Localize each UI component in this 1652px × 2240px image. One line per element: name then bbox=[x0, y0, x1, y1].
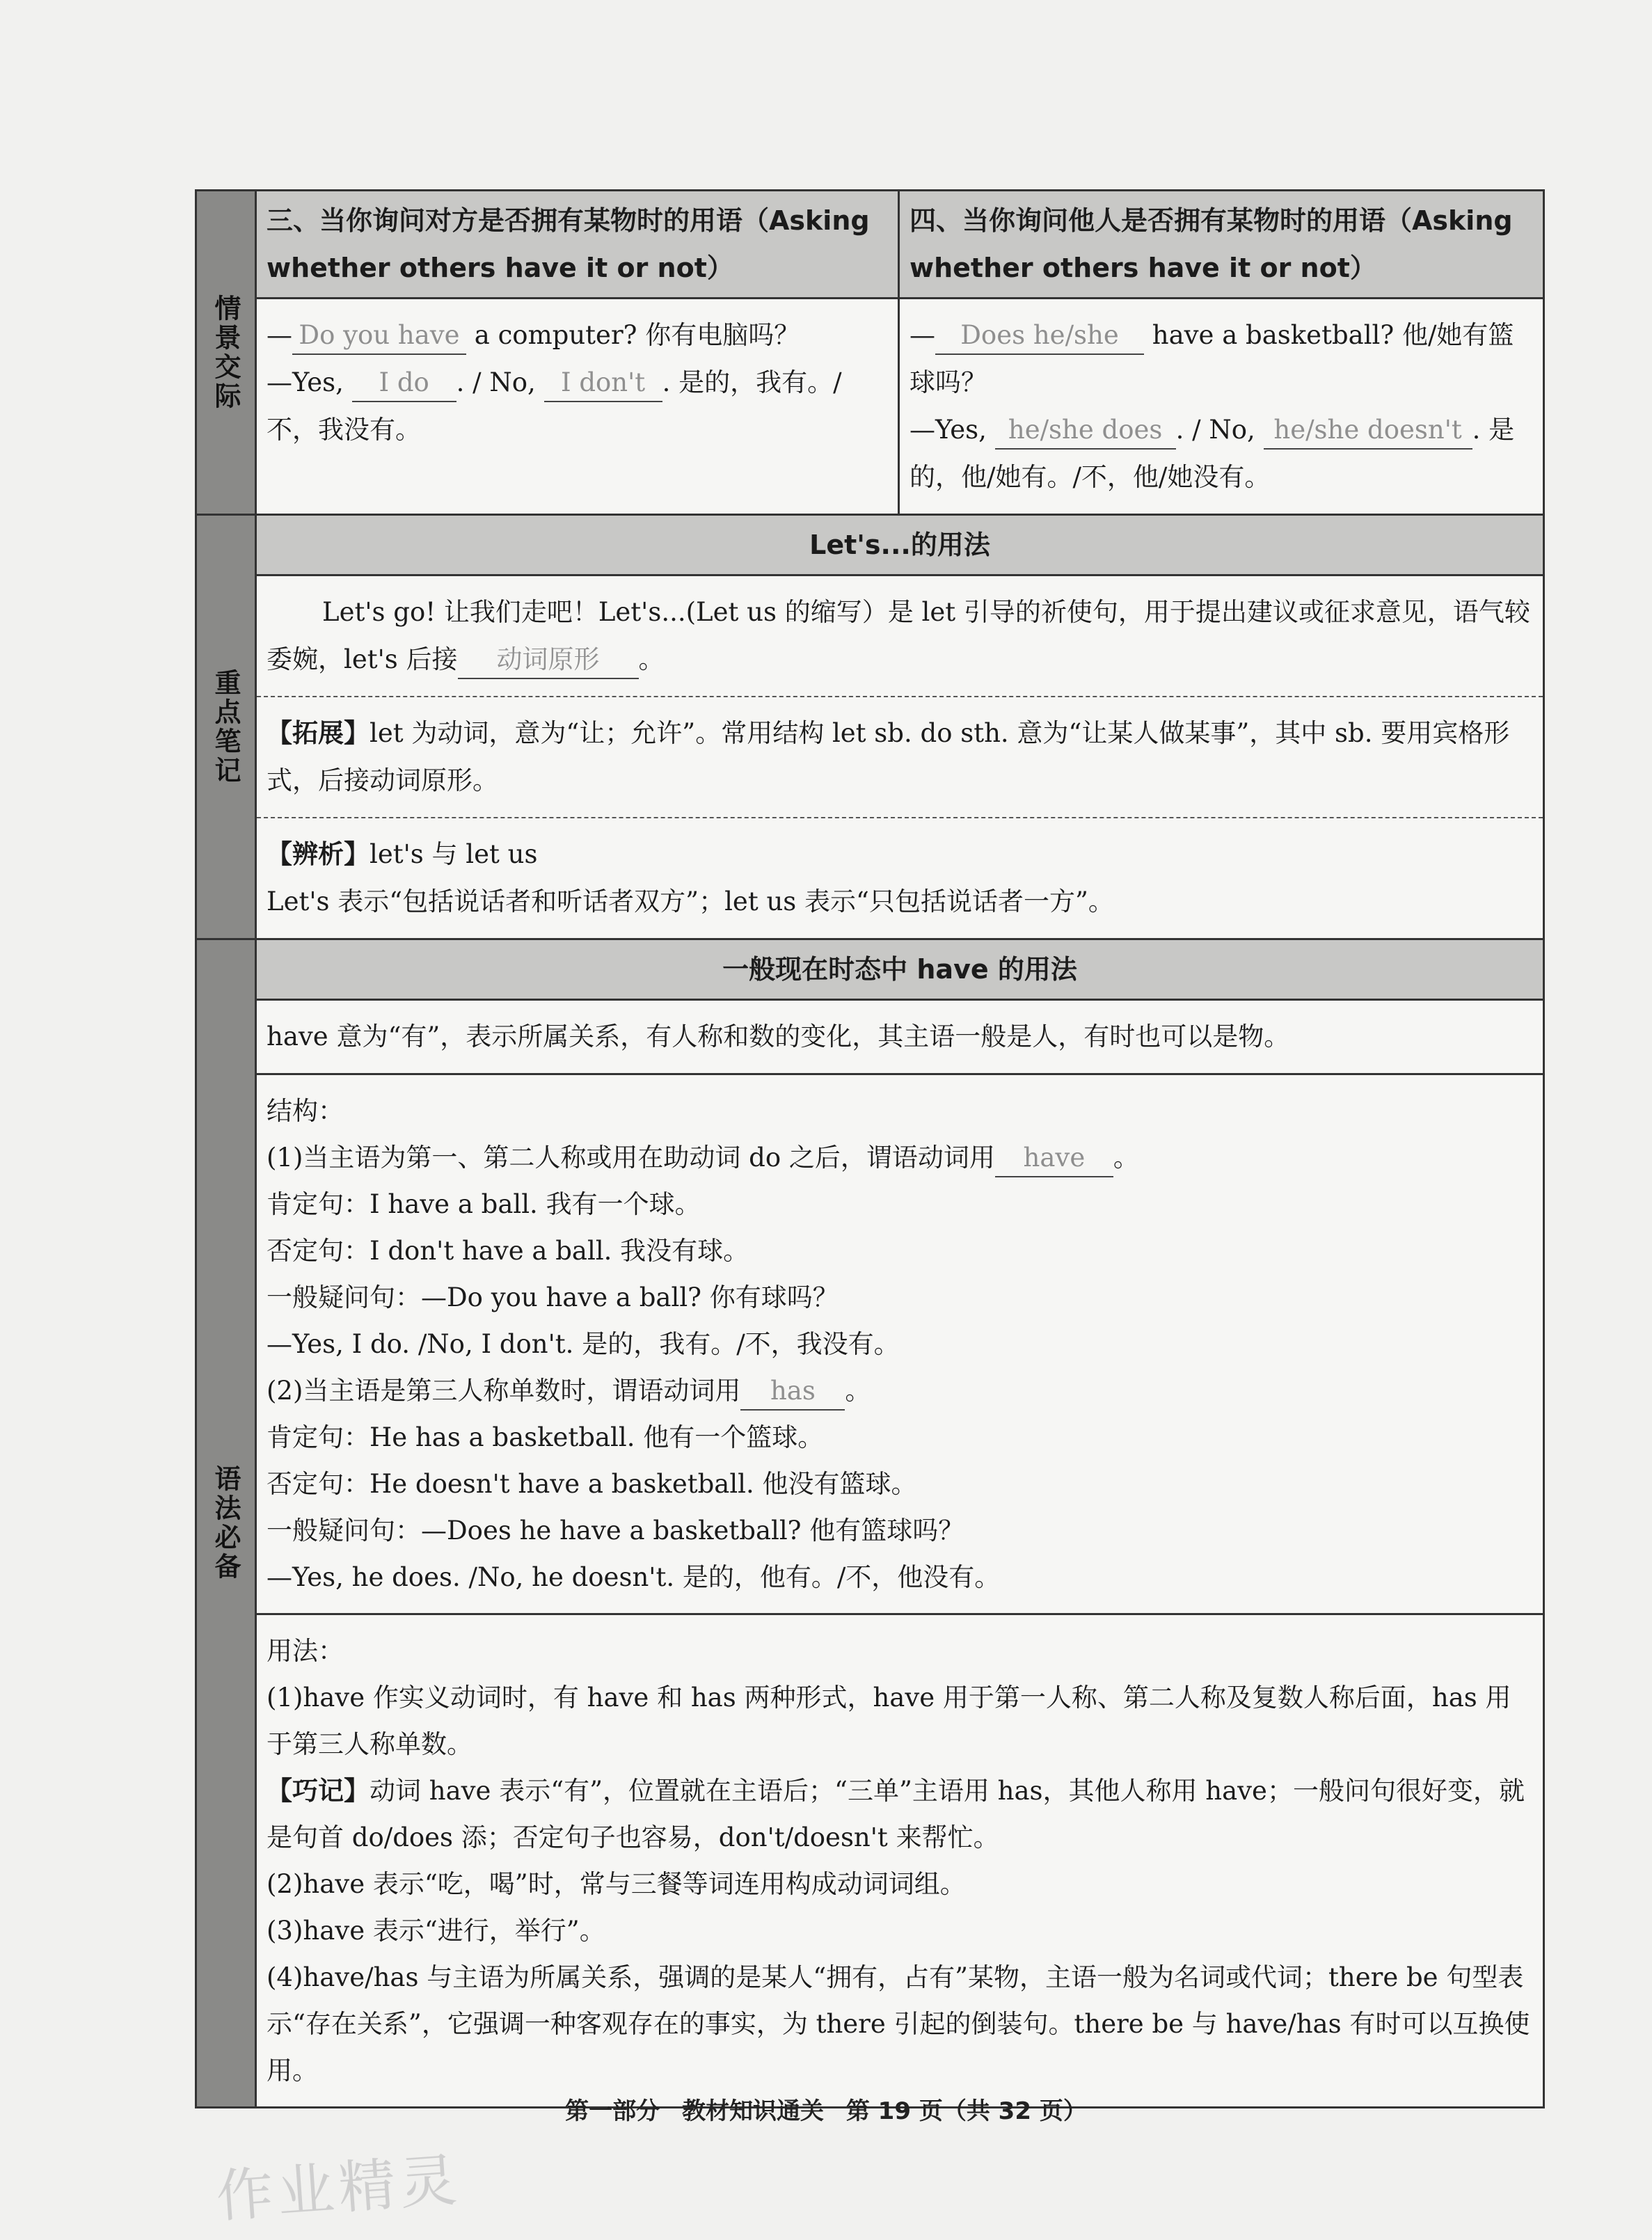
example-line: —Yes, I do. /No, I don't. 是的，我有。/不，我没有。 bbox=[267, 1329, 900, 1359]
extension-tag: 【拓展】 bbox=[267, 718, 370, 748]
footer-page: 第 19 页（共 32 页） bbox=[845, 2097, 1087, 2125]
comparison-title: let's 与 let us bbox=[370, 839, 538, 869]
example-line: 一般疑问句：—Do you have a ball? 你有球吗？ bbox=[267, 1282, 839, 1312]
answer-blank: have bbox=[995, 1140, 1113, 1177]
memory-text: 动词 have 表示“有”，位置就在主语后；“三单”主语用 has，其他人称用 have；一般问句很好变，就是句首 do/does 添；否定句子也容易，don't/doesn't 来帮忙。 bbox=[267, 1776, 1525, 1852]
dialog-text: . / No, bbox=[456, 367, 544, 397]
usage-item-1: (1)have 作实义动词时，有 have 和 has 两种形式，have 用于第一人称、第二人称及复数人称后面，has 用于第三人称单数。 bbox=[267, 1683, 1511, 1759]
answer-blank: 动词原形 bbox=[458, 642, 639, 679]
footer-part: 第一部分 bbox=[565, 2097, 660, 2125]
content-table bbox=[195, 189, 1545, 2108]
grammar-header: 一般现在时态中 have 的用法 bbox=[257, 940, 1543, 1001]
rule-text: 。 bbox=[1113, 1143, 1139, 1173]
dialog-text: . / No, bbox=[1175, 415, 1264, 445]
dialog-text: have a basketball? 他/她有篮球吗？ bbox=[910, 320, 1514, 397]
example-line: 肯定句：I have a ball. 我有一个球。 bbox=[267, 1189, 701, 1219]
usage-item-4: (4)have/has 与主语为所属关系，强调的是某人“拥有，占有”某物，主语一般为名词或代词；there be 句型表示“存在关系”，它强调一种客观存在的事实，为 there 引起的倒装句。there be 与 have/has 有时可以互换使用。 bbox=[267, 1962, 1530, 2086]
grammar-block bbox=[257, 940, 1543, 2106]
answer-blank: Does he/she bbox=[935, 317, 1144, 355]
situation-bodies bbox=[257, 299, 1543, 514]
situation-headers bbox=[257, 191, 1543, 299]
situation-right-body bbox=[900, 299, 1543, 514]
situation-right-header: 四、当你询问他人是否拥有某物时的用语（Asking whether others have it or not） bbox=[900, 191, 1543, 299]
watermark: 作业精灵 bbox=[214, 2147, 463, 2231]
notes-text: 。 bbox=[638, 644, 665, 674]
answer-blank: Do you have bbox=[292, 317, 466, 355]
grammar-structure bbox=[257, 1075, 1543, 1615]
answer-blank: I do bbox=[352, 365, 456, 402]
notes-text: Let's go! 让我们走吧！Let's...(Let us 的缩写）是 let 引导的祈使句，用于提出建议或征求意见，语气较委婉，let's 后接 bbox=[267, 597, 1530, 674]
situation-left-header: 三、当你询问对方是否拥有某物时的用语（Asking whether others have it or not） bbox=[257, 191, 900, 299]
usage-item-2: (2)have 表示“吃，喝”时，常与三餐等词连用构成动词词组。 bbox=[267, 1869, 966, 1899]
dialog-text: —Yes, bbox=[910, 415, 995, 445]
notes-block bbox=[257, 516, 1543, 940]
dialog-text: . 是的，我有。/不，我没有。 bbox=[267, 367, 842, 445]
situation-left-body bbox=[257, 299, 900, 514]
answer-blank: has bbox=[740, 1373, 845, 1411]
answer-blank: he/she doesn't bbox=[1264, 412, 1472, 450]
usage-item-3: (3)have 表示“进行，举行”。 bbox=[267, 1916, 605, 1946]
memory-tag: 【巧记】 bbox=[267, 1776, 370, 1806]
notes-paragraph bbox=[257, 576, 1543, 696]
dialog-text: a computer? 你有电脑吗？ bbox=[466, 320, 800, 350]
section-label-grammar: 语法必备 bbox=[197, 940, 257, 2106]
rule-text: (1)当主语为第一、第二人称或用在助动词 do 之后，谓语动词用 bbox=[267, 1143, 995, 1173]
dialog-text: —Yes, bbox=[267, 367, 352, 397]
section-label-notes: 重点笔记 bbox=[197, 516, 257, 940]
example-line: 肯定句：He has a basketball. 他有一个篮球。 bbox=[267, 1422, 824, 1452]
section-label-situation: 情景交际 bbox=[197, 191, 257, 516]
notes-header: Let's...的用法 bbox=[257, 516, 1543, 576]
dialog-text: — bbox=[267, 320, 292, 350]
footer-title: 教材知识通关 bbox=[682, 2097, 824, 2125]
example-line: 否定句：He doesn't have a basketball. 他没有篮球。 bbox=[267, 1469, 917, 1499]
grammar-intro: have 意为“有”，表示所属关系，有人称和数的变化，其主语一般是人，有时也可以是物。 bbox=[257, 1001, 1543, 1075]
page-footer bbox=[0, 2092, 1652, 2126]
example-line: —Yes, he does. /No, he doesn't. 是的，他有。/不，他没有。 bbox=[267, 1562, 1001, 1592]
example-line: 一般疑问句：—Does he have a basketball? 他有篮球吗？ bbox=[267, 1516, 964, 1546]
comparison-text: Let's 表示“包括说话者和听话者双方”；let us 表示“只包括说话者一方”。 bbox=[267, 887, 1114, 916]
notes-extension bbox=[257, 696, 1543, 817]
structure-rule-2 bbox=[267, 1367, 1533, 1414]
grammar-usage bbox=[257, 1615, 1543, 2106]
structure-title: 结构： bbox=[267, 1096, 344, 1126]
usage-title: 用法： bbox=[267, 1636, 344, 1666]
rule-text: 。 bbox=[845, 1376, 871, 1406]
dialog-text: . 是的，他/她有。/不，他/她没有。 bbox=[910, 415, 1515, 492]
rule-text: (2)当主语是第三人称单数时，谓语动词用 bbox=[267, 1376, 741, 1406]
memory-tip bbox=[267, 1768, 1533, 1861]
structure-rule-1 bbox=[267, 1134, 1533, 1181]
dialog-text: — bbox=[910, 320, 935, 350]
answer-blank: he/she does bbox=[995, 412, 1176, 450]
answer-blank: I don't bbox=[544, 365, 662, 402]
example-line: 否定句：I don't have a ball. 我没有球。 bbox=[267, 1236, 749, 1266]
situation-block bbox=[257, 191, 1543, 516]
comparison-tag: 【辨析】 bbox=[267, 839, 370, 869]
extension-text: let 为动词，意为“让；允许”。常用结构 let sb. do sth. 意为“让某人做某事”，其中 sb. 要用宾格形式，后接动词原形。 bbox=[267, 718, 1510, 795]
notes-comparison bbox=[257, 817, 1543, 938]
